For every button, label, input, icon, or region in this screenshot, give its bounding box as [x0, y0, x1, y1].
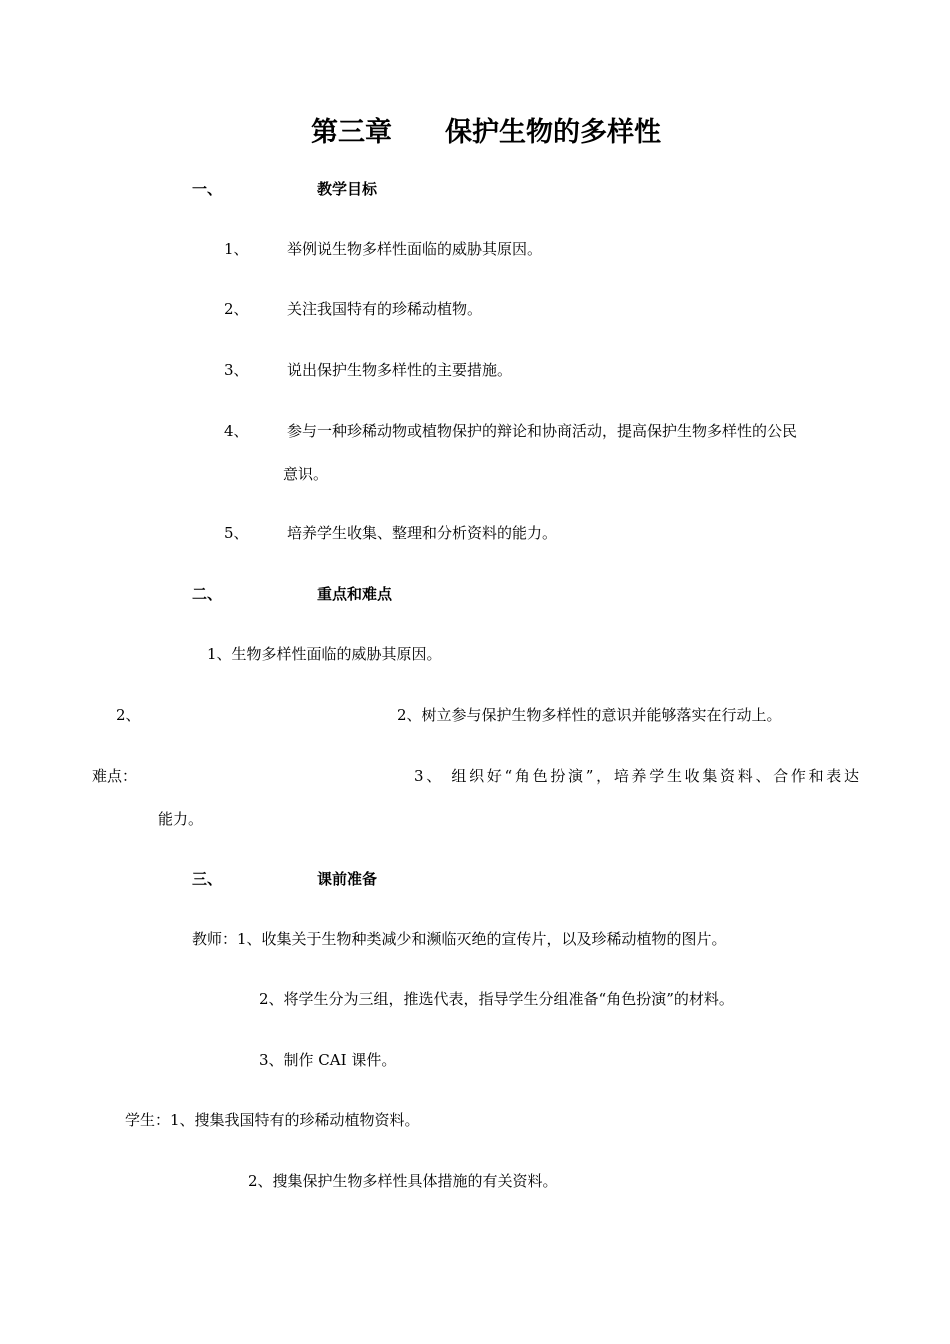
section-1-heading: 教学目标 — [317, 180, 378, 198]
key-point-2-label: 2、 — [116, 706, 141, 724]
objective-2-number: 2、 — [224, 300, 249, 318]
section-2-number: 二、 — [192, 585, 223, 603]
student-prep-1: 学生：1、搜集我国特有的珍稀动植物资料。 — [125, 1111, 420, 1129]
teacher-prep-3: 3、制作 CAI 课件。 — [259, 1051, 397, 1069]
section-3-heading: 课前准备 — [317, 870, 378, 888]
objective-3-text: 说出保护生物多样性的主要措施。 — [287, 361, 513, 379]
teacher-prep-2: 2、将学生分为三组，推选代表，指导学生分组准备“角色扮演”的材料。 — [259, 990, 734, 1008]
teacher-prep-1: 教师：1、收集关于生物种类减少和濒临灭绝的宣传片，以及珍稀动植物的图片。 — [192, 930, 727, 948]
difficulty-text: 3、 组织好“角色扮演”，培养学生收集资料、合作和表达 — [414, 767, 859, 785]
section-3-number: 三、 — [192, 870, 223, 888]
objective-4-text: 参与一种珍稀动物或植物保护的辩论和协商活动，提高保护生物多样性的公民 — [287, 422, 798, 440]
key-point-1: 1、生物多样性面临的威胁其原因。 — [207, 645, 442, 663]
key-point-2-text: 2、树立参与保护生物多样性的意识并能够落实在行动上。 — [397, 706, 782, 724]
objective-1-number: 1、 — [224, 240, 249, 258]
student-prep-2: 2、搜集保护生物多样性具体措施的有关资料。 — [248, 1172, 558, 1190]
section-1-number: 一、 — [192, 180, 223, 198]
objective-3-number: 3、 — [224, 361, 249, 379]
difficulty-label: 难点： — [92, 767, 138, 785]
objective-2-text: 关注我国特有的珍稀动植物。 — [287, 300, 483, 318]
objective-5-number: 5、 — [224, 524, 249, 542]
objective-5-text: 培养学生收集、整理和分析资料的能力。 — [287, 524, 558, 542]
section-2-heading: 重点和难点 — [317, 585, 393, 603]
objective-4-continuation: 意识。 — [283, 465, 329, 483]
page-title: 保护生物的多样性 — [445, 117, 661, 148]
chapter-number: 第三章 — [311, 117, 392, 148]
difficulty-continuation: 能力。 — [158, 810, 204, 828]
objective-4-number: 4、 — [224, 422, 249, 440]
objective-1-text: 举例说生物多样性面临的威胁其原因。 — [287, 240, 543, 258]
